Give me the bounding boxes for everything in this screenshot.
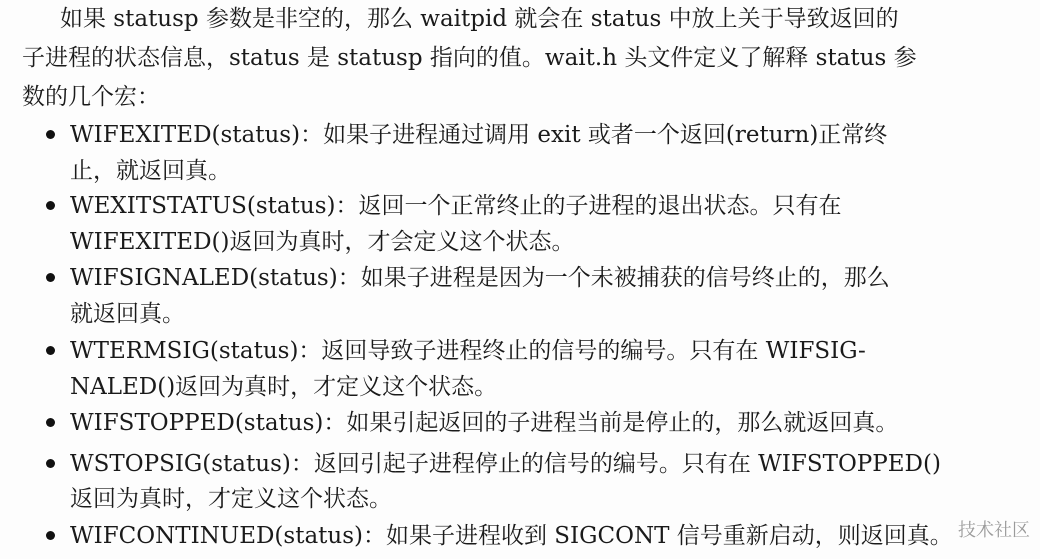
list-item-line: NALED()返回为真时，才定义这个状态。 [70, 374, 498, 400]
list-item-line: WIFSTOPPED(status)：如果引起返回的子进程当前是停止的，那么就返回真。 [70, 410, 899, 436]
bullet-icon [46, 201, 55, 210]
list-item-line: 止，就返回真。 [70, 158, 231, 184]
watermark: 技术社区 [958, 520, 1030, 541]
list-item-line: WIFSIGNALED(status)：如果子进程是因为一个未被捕获的信号终止的，那么 [70, 265, 890, 291]
bullet-icon [46, 531, 55, 540]
list-item-line: WIFEXITED(status)：如果子进程通过调用 exit 或者一个返回(return)正常终 [70, 122, 888, 148]
bullet-icon [46, 130, 55, 139]
list-item-line: WTERMSIG(status)：返回导致子进程终止的信号的编号。只有在 WIFSIG- [70, 338, 866, 364]
intro-line-2: 子进程的状态信息，status 是 statusp 指向的值。wait.h 头文件定义了解释 status 参 [22, 45, 917, 71]
list-item-line: WIFCONTINUED(status)：如果子进程收到 SIGCONT 信号重新启动，则返回真。 [70, 523, 953, 549]
list-item-line: WSTOPSIG(status)：返回引起子进程停止的信号的编号。只有在 WIFSTOPPED() [70, 451, 941, 477]
intro-line-1: 如果 statusp 参数是非空的，那么 waitpid 就会在 status 中放上关于导致返回的 [60, 6, 899, 32]
bullet-icon [46, 346, 55, 355]
bullet-icon [46, 273, 55, 282]
intro-line-3: 数的几个宏： [22, 84, 160, 110]
bullet-icon [46, 459, 55, 468]
list-item-line: WIFEXITED()返回为真时，才会定义这个状态。 [70, 229, 575, 255]
list-item-line: 就返回真。 [70, 301, 185, 327]
list-item-line: 返回为真时，才定义这个状态。 [70, 486, 392, 512]
bullet-icon [46, 418, 55, 427]
list-item-line: WEXITSTATUS(status)：返回一个正常终止的子进程的退出状态。只有在 [70, 193, 842, 219]
